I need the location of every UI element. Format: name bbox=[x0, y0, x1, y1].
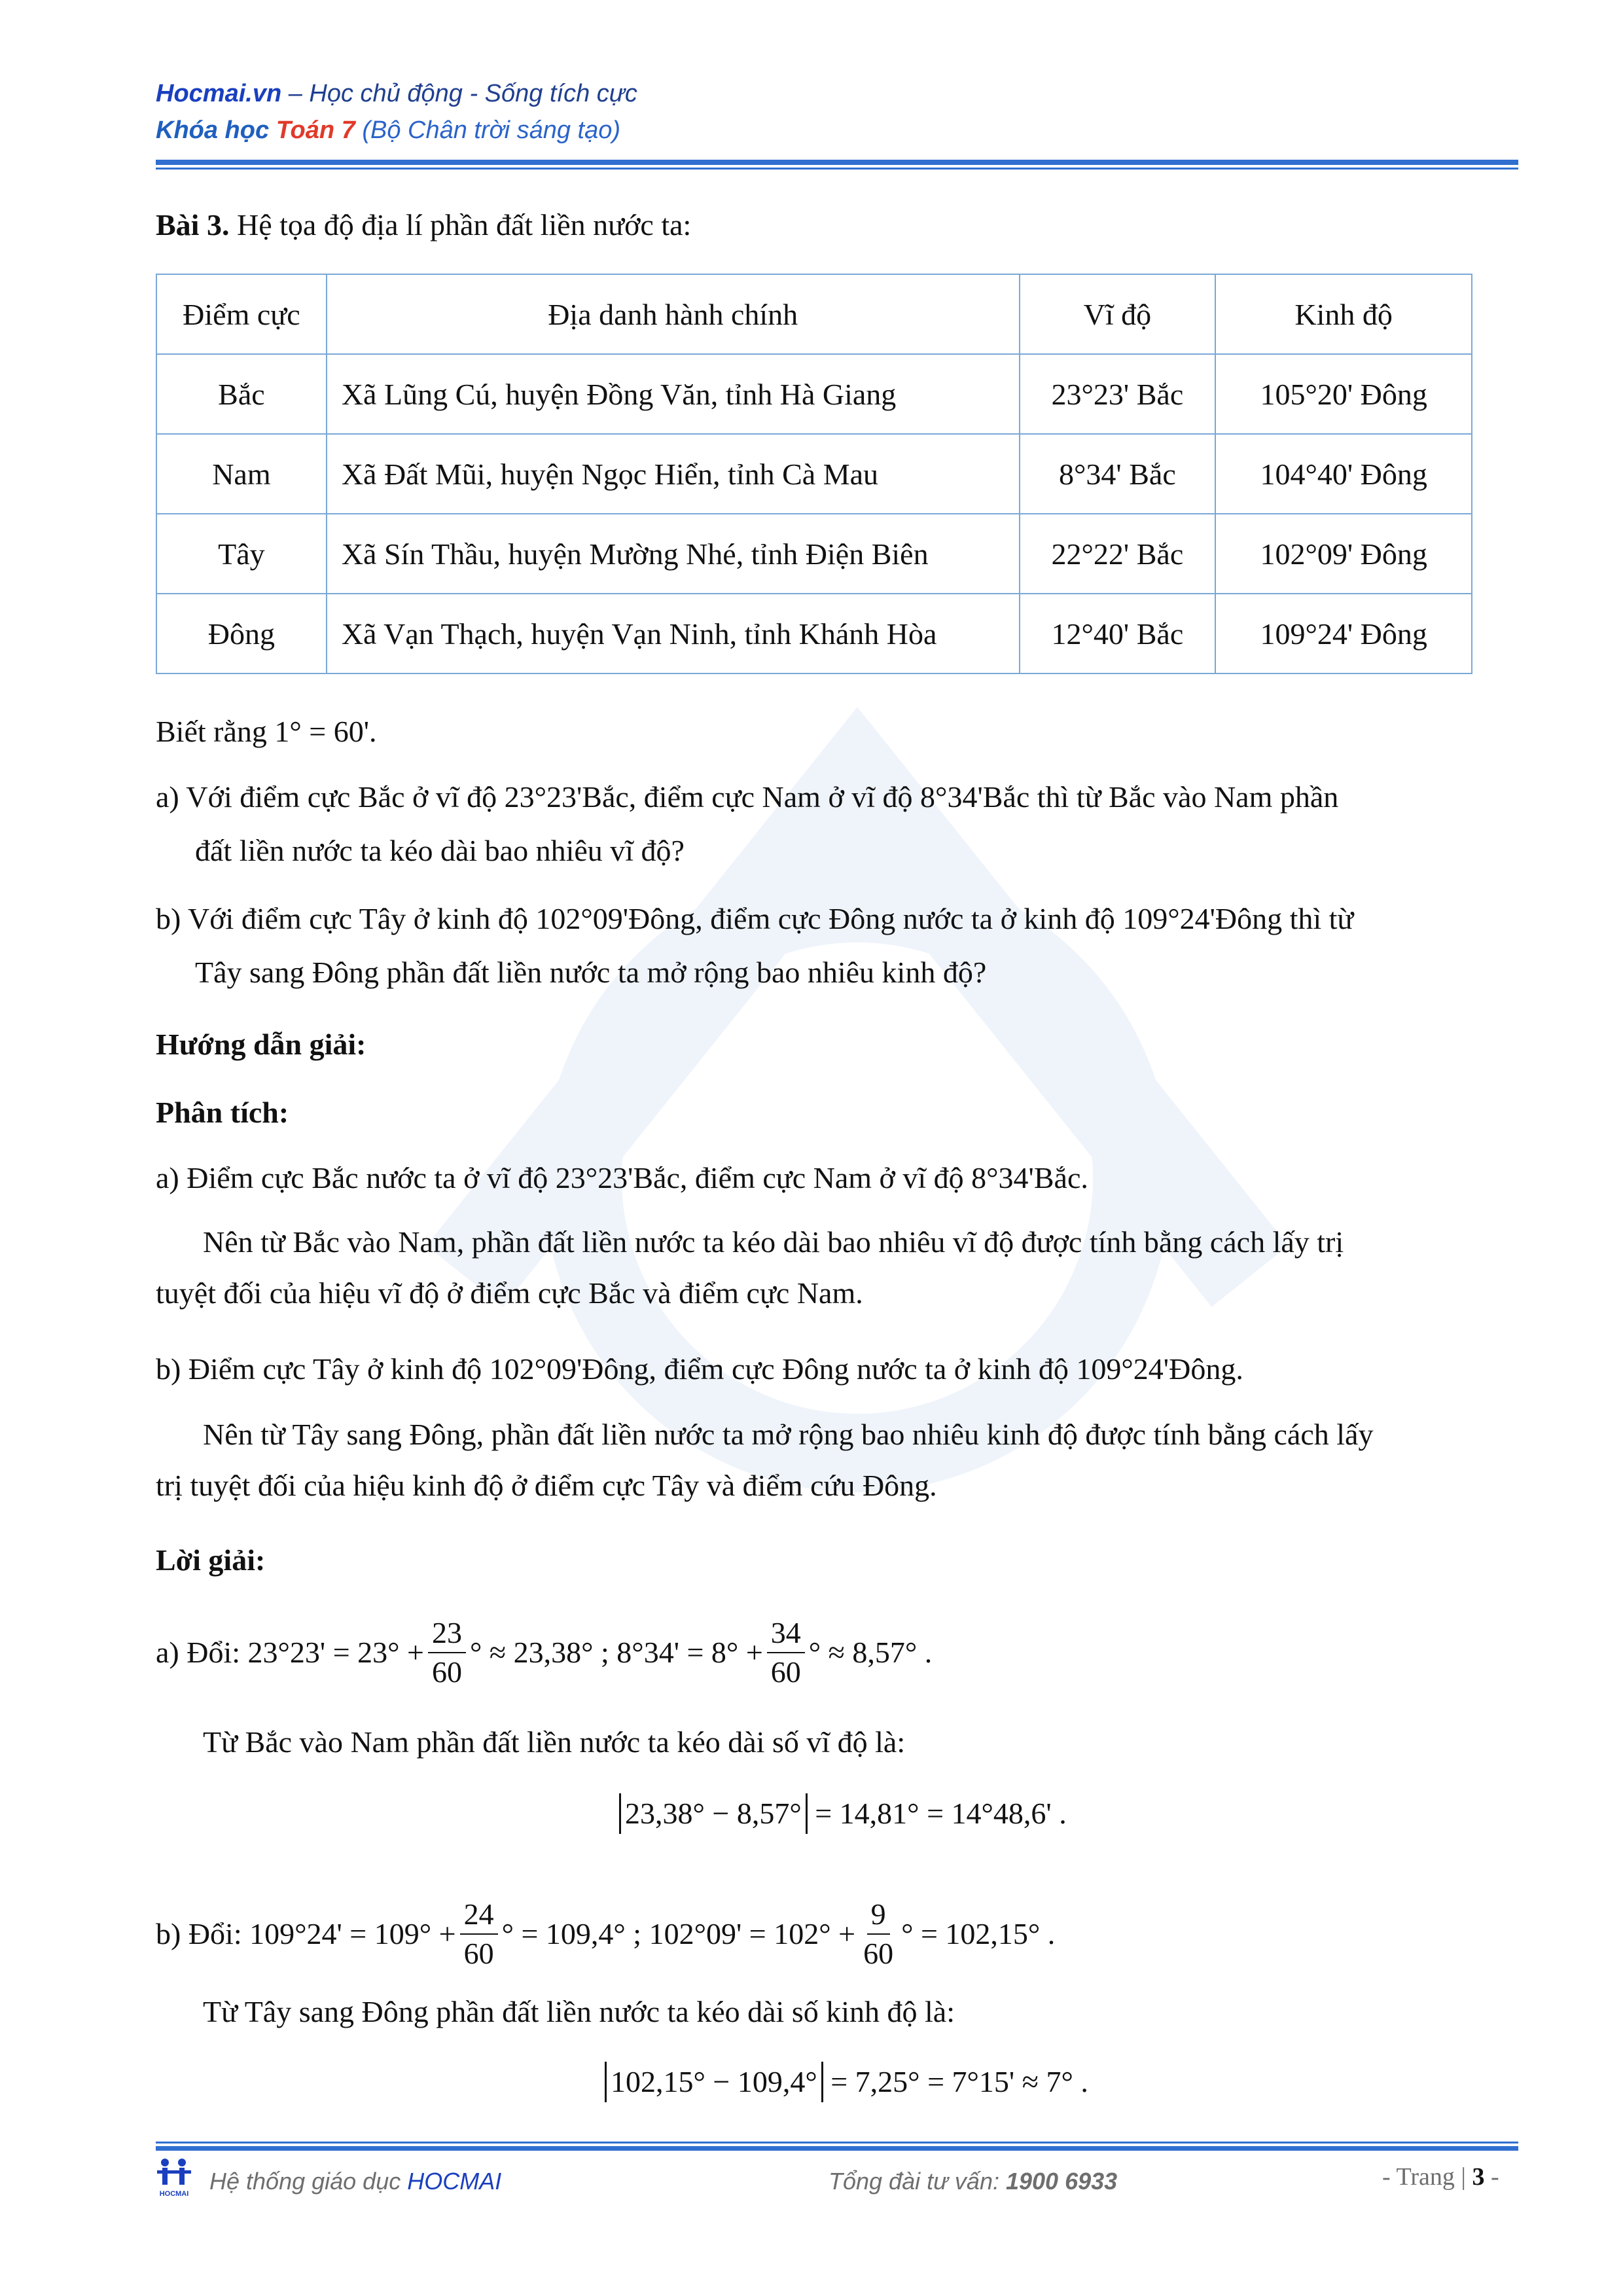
table-cell: 105°20' Đông bbox=[1215, 354, 1472, 434]
page-number bbox=[1382, 2162, 1499, 2191]
footer-divider-thin bbox=[156, 2142, 1518, 2144]
problem-label: Bài 3. bbox=[156, 208, 230, 242]
table-header-cell: Kinh độ bbox=[1215, 274, 1472, 354]
analysis-a-line-3: tuyệt đối của hiệu vĩ độ ở điểm cực Bắc và điểm cực Nam. bbox=[156, 1276, 863, 1310]
table-cell: 22°22' Bắc bbox=[1020, 514, 1216, 594]
solution-b-expr-2: ° = 109,4° ; 102°09' = 102° + bbox=[501, 1917, 856, 1950]
solution-a-result-value: = 14,81° = 14°48,6' . bbox=[807, 1797, 1067, 1830]
footer-system-brand: HOCMAI bbox=[407, 2168, 502, 2195]
solution-a-prefix: a) Đổi: bbox=[156, 1636, 241, 1669]
table-cell: 8°34' Bắc bbox=[1020, 434, 1216, 514]
header-divider bbox=[156, 160, 1518, 165]
table-cell: Xã Sín Thầu, huyện Mường Nhé, tỉnh Điện Biên bbox=[327, 514, 1020, 594]
table-cell: 104°40' Đông bbox=[1215, 434, 1472, 514]
solution-b-prefix: b) Đổi: bbox=[156, 1917, 242, 1950]
hocmai-logo bbox=[156, 2157, 192, 2197]
analysis-heading: Phân tích: bbox=[156, 1096, 289, 1129]
analysis-a-line-2: Nên từ Bắc vào Nam, phần đất liền nước ta kéo dài bao nhiêu vĩ độ được tính bằng cách lấy trị bbox=[203, 1225, 1344, 1259]
table-header-cell: Điểm cực bbox=[156, 274, 327, 354]
fraction-numerator: 24 bbox=[460, 1898, 498, 1935]
footer-hotline bbox=[829, 2168, 1117, 2195]
solution-b-conversion bbox=[156, 1898, 1055, 1970]
header-subject: Toán 7 bbox=[276, 117, 355, 144]
table-cell: Bắc bbox=[156, 354, 327, 434]
footer-hotline-number: 1900 6933 bbox=[1005, 2168, 1118, 2195]
solution-a-result bbox=[619, 1793, 1067, 1834]
footer-divider bbox=[156, 2146, 1518, 2151]
header-series: (Bộ Chân trời sáng tạo) bbox=[362, 117, 621, 144]
solution-a-expr-1: 23°23' = 23° + bbox=[247, 1636, 424, 1669]
solution-a-expr-3: ° ≈ 8,57° . bbox=[808, 1636, 933, 1669]
solution-b-expr-3: ° = 102,15° . bbox=[901, 1917, 1056, 1950]
guide-heading: Hướng dẫn giải: bbox=[156, 1028, 366, 1061]
table-cell: Tây bbox=[156, 514, 327, 594]
absolute-value: 102,15° − 109,4° bbox=[605, 2062, 823, 2102]
fraction bbox=[859, 1898, 897, 1970]
fraction-denominator: 60 bbox=[463, 1937, 494, 1970]
solution-a-text: Từ Bắc vào Nam phần đất liền nước ta kéo dài số vĩ độ là: bbox=[203, 1725, 906, 1759]
table-cell: 102°09' Đông bbox=[1215, 514, 1472, 594]
fraction-numerator: 23 bbox=[428, 1617, 466, 1653]
coordinates-table bbox=[156, 274, 1472, 674]
table-cell: Xã Lũng Cú, huyện Đồng Văn, tỉnh Hà Giang bbox=[327, 354, 1020, 434]
footer-hotline-label: Tổng đài tư vấn: bbox=[829, 2168, 999, 2195]
absolute-value: 23,38° − 8,57° bbox=[619, 1793, 808, 1834]
question-a-line-1: a) Với điểm cực Bắc ở vĩ độ 23°23'Bắc, điểm cực Nam ở vĩ độ 8°34'Bắc thì từ Bắc vào Nam phần bbox=[156, 780, 1339, 814]
fraction-numerator: 9 bbox=[867, 1898, 890, 1935]
page-number-suffix: - bbox=[1490, 2163, 1499, 2191]
fraction-denominator: 60 bbox=[431, 1655, 462, 1689]
hocmai-logo-icon bbox=[156, 2157, 192, 2186]
solution-heading: Lời giải: bbox=[156, 1543, 266, 1577]
header-divider-thin bbox=[156, 168, 1518, 170]
page-number-prefix: - Trang | bbox=[1382, 2163, 1466, 2191]
header-line-2 bbox=[156, 117, 620, 145]
table-row bbox=[156, 434, 1472, 514]
analysis-b-line-1: b) Điểm cực Tây ở kinh độ 102°09'Đông, điểm cực Đông nước ta ở kinh độ 109°24'Đông. bbox=[156, 1352, 1243, 1386]
analysis-a-line-1: a) Điểm cực Bắc nước ta ở vĩ độ 23°23'Bắc, điểm cực Nam ở vĩ độ 8°34'Bắc. bbox=[156, 1161, 1088, 1194]
analysis-b-line-2: Nên từ Tây sang Đông, phần đất liền nước ta mở rộng bao nhiêu kinh độ được tính bằng cách lấy bbox=[203, 1418, 1374, 1451]
header-slogan: – Học chủ động - Sống tích cực bbox=[281, 80, 637, 107]
table-header-cell: Địa danh hành chính bbox=[327, 274, 1020, 354]
solution-a-conversion bbox=[156, 1617, 932, 1689]
table-cell: Xã Vạn Thạch, huyện Vạn Ninh, tỉnh Khánh Hòa bbox=[327, 594, 1020, 673]
table-row bbox=[156, 594, 1472, 673]
problem-title bbox=[156, 207, 691, 243]
table-cell: Đông bbox=[156, 594, 327, 673]
page-number-value: 3 bbox=[1472, 2163, 1485, 2191]
table-cell: Xã Đất Mũi, huyện Ngọc Hiển, tỉnh Cà Mau bbox=[327, 434, 1020, 514]
table-header-cell: Vĩ độ bbox=[1020, 274, 1216, 354]
table-cell: Nam bbox=[156, 434, 327, 514]
table-cell: 109°24' Đông bbox=[1215, 594, 1472, 673]
hocmai-logo-text: HOCMAI bbox=[159, 2190, 189, 2198]
solution-a-expr-2: ° ≈ 23,38° ; 8°34' = 8° + bbox=[469, 1636, 763, 1669]
question-b-line-1: b) Với điểm cực Tây ở kinh độ 102°09'Đông, điểm cực Đông nước ta ở kinh độ 109°24'Đông thì từ bbox=[156, 902, 1354, 935]
table-row bbox=[156, 354, 1472, 434]
question-a-line-2: đất liền nước ta kéo dài bao nhiêu vĩ độ? bbox=[195, 834, 685, 867]
analysis-b-line-3: trị tuyệt đối của hiệu kinh độ ở điểm cực Tây và điểm cứu Đông. bbox=[156, 1469, 937, 1502]
solution-b-result-value: = 7,25° = 7°15' ≈ 7° . bbox=[823, 2065, 1088, 2098]
given-note: Biết rằng 1° = 60'. bbox=[156, 715, 377, 748]
question-b-line-2: Tây sang Đông phần đất liền nước ta mở rộng bao nhiêu kinh độ? bbox=[195, 956, 987, 989]
fraction bbox=[767, 1617, 805, 1689]
fraction bbox=[460, 1898, 498, 1970]
solution-b-text: Từ Tây sang Đông phần đất liền nước ta kéo dài số kinh độ là: bbox=[203, 1995, 955, 2028]
fraction-denominator: 60 bbox=[863, 1937, 894, 1970]
table-cell: 12°40' Bắc bbox=[1020, 594, 1216, 673]
table-row bbox=[156, 514, 1472, 594]
footer-system bbox=[209, 2168, 501, 2195]
header-course-label: Khóa học bbox=[156, 117, 270, 144]
fraction-denominator: 60 bbox=[770, 1655, 801, 1689]
table-cell: 23°23' Bắc bbox=[1020, 354, 1216, 434]
solution-b-expr-1: 109°24' = 109° + bbox=[249, 1917, 456, 1950]
fraction-numerator: 34 bbox=[767, 1617, 805, 1653]
header-line-1 bbox=[156, 80, 637, 108]
solution-b-result bbox=[605, 2062, 1088, 2102]
header-brand-link[interactable]: Hocmai.vn bbox=[156, 80, 282, 107]
table-header-row bbox=[156, 274, 1472, 354]
fraction bbox=[428, 1617, 466, 1689]
problem-text: Hệ tọa độ địa lí phần đất liền nước ta: bbox=[236, 208, 692, 242]
footer-system-label: Hệ thống giáo dục bbox=[209, 2168, 401, 2195]
